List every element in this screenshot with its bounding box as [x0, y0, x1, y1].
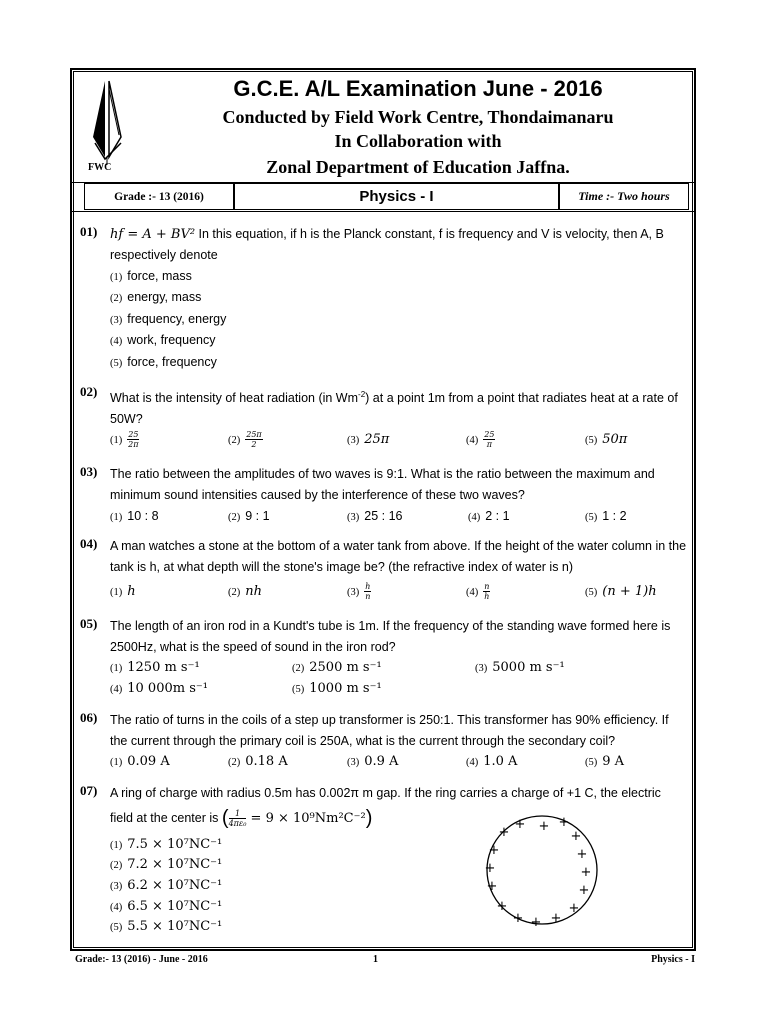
option-text: energy, mass — [127, 290, 202, 304]
option-text: 0.9 A — [364, 754, 399, 769]
option-text: 25 : 16 — [364, 509, 403, 523]
question-number: 03) — [80, 464, 98, 479]
page-number: 1 — [373, 954, 378, 965]
charge-plus: + — [570, 829, 582, 844]
option-text: 9 : 1 — [245, 509, 270, 523]
option[interactable] — [228, 430, 263, 449]
time-label: Time :- Two hours — [559, 183, 689, 210]
option[interactable] — [466, 430, 495, 449]
charge-plus: + — [550, 911, 562, 926]
option[interactable] — [475, 660, 565, 675]
fraction-denominator: n — [365, 592, 371, 601]
option-text: 2500 m s⁻¹ — [309, 660, 382, 675]
option-number: (2) — [228, 434, 241, 446]
option-text: 0.09 A — [127, 754, 170, 769]
option-number: (1) — [110, 757, 123, 768]
option[interactable] — [110, 355, 217, 369]
question-05 — [80, 616, 688, 700]
question-text: A man watches a stone at the bottom of a water tank from above. If the height of the water column in the tank is h, at what depth will the stone's image be? (the refractive index of water is n) — [110, 539, 687, 574]
conducted-by: Conducted by Field Work Centre, Thondaimanaru — [222, 107, 614, 127]
charge-plus: + — [488, 843, 500, 858]
option-text: nh — [245, 584, 262, 599]
option-number: (5) — [292, 684, 305, 695]
option-number: (2) — [228, 757, 241, 768]
option-fraction — [483, 582, 490, 601]
option-number: (2) — [110, 860, 123, 871]
question-stem-b: ) at a point 1m from a point that radiates heat at a rate of 50W? — [110, 391, 678, 427]
option-fraction — [127, 430, 139, 449]
option[interactable] — [110, 584, 136, 599]
option[interactable] — [110, 660, 200, 675]
option-number: (4) — [110, 336, 123, 347]
subject-label: Physics - I — [234, 183, 559, 210]
charge-plus: + — [568, 901, 580, 916]
fraction-denominator: h — [484, 592, 490, 601]
option[interactable] — [110, 333, 215, 347]
question-01 — [80, 224, 688, 374]
option-text: 1 : 2 — [602, 509, 627, 523]
option-number: (3) — [110, 315, 123, 326]
option[interactable] — [228, 754, 288, 769]
option-number: (1) — [110, 272, 123, 283]
option-text: 10 : 8 — [127, 509, 159, 523]
option[interactable] — [228, 509, 270, 523]
option[interactable] — [347, 754, 398, 769]
option-text: (n + 1)h — [602, 584, 657, 599]
option-number: (1) — [110, 840, 123, 851]
option-text: 1.0 A — [483, 754, 518, 769]
option-number: (4) — [110, 684, 123, 695]
question-number: 01) — [80, 224, 98, 239]
option-text: 1250 m s⁻¹ — [127, 660, 200, 675]
option-number: (1) — [110, 587, 123, 598]
constant-value: = 9 × 10⁹Nm²C⁻² — [246, 810, 366, 826]
question-stem-2: field at the center is — [110, 810, 219, 825]
question-text: The ratio of turns in the coils of a step up transformer is 250:1. This transformer has 90% efficiency. If the current through the primary coil is 250A, what is the current through the secondary coil? — [110, 713, 669, 748]
option[interactable] — [110, 681, 208, 696]
question-text: The length of an iron rod in a Kundt's tube is 1m. If the frequency of the standing wave formed here is 2500Hz, what is the speed of sound in the iron rod? — [110, 619, 671, 654]
option-text: 10 000m s⁻¹ — [127, 681, 208, 696]
fraction-numerator: 25π — [246, 430, 262, 439]
option-number: (3) — [475, 663, 488, 674]
question-02 — [80, 384, 688, 454]
option-text: 7.2 × 10⁷NC⁻¹ — [127, 857, 223, 872]
option-number: (5) — [585, 435, 598, 446]
option-text: 9 A — [602, 754, 625, 769]
option-text: 50π — [602, 432, 628, 447]
fraction-numerator: h — [365, 582, 371, 591]
option-text: 5000 m s⁻¹ — [492, 660, 565, 675]
option-number: (5) — [585, 587, 598, 598]
option[interactable] — [110, 919, 222, 934]
fraction-numerator: 25 — [484, 430, 495, 439]
option[interactable] — [110, 290, 201, 304]
question-superscript: -2 — [358, 390, 366, 399]
option-text: 7.5 × 10⁷NC⁻¹ — [127, 837, 223, 852]
option[interactable] — [110, 878, 222, 893]
option[interactable] — [466, 754, 517, 769]
question-text — [110, 384, 688, 430]
option-number: (1) — [110, 434, 123, 446]
option[interactable] — [585, 432, 627, 447]
charge-plus: + — [514, 817, 526, 832]
question-text: The ratio between the amplitudes of two waves is 9:1. What is the ratio between the maximum and minimum sound intensities caused by the interference of these two waves? — [110, 467, 655, 502]
option[interactable] — [585, 754, 624, 769]
option[interactable] — [292, 681, 382, 696]
charge-plus: + — [484, 861, 496, 876]
option-text: 6.5 × 10⁷NC⁻¹ — [127, 899, 223, 914]
exam-header — [73, 71, 693, 183]
option-number: (4) — [466, 434, 479, 446]
option-number: (3) — [347, 757, 360, 768]
option-text: 25π — [364, 432, 390, 447]
charge-plus: + — [530, 915, 542, 928]
question-number: 02) — [80, 384, 98, 399]
info-divider — [71, 211, 695, 212]
question-number: 07) — [80, 783, 98, 798]
charge-plus: + — [576, 847, 588, 862]
option-number: (3) — [110, 881, 123, 892]
fraction-numerator: n — [484, 582, 490, 591]
option-number: (4) — [110, 902, 123, 913]
option-number: (3) — [347, 435, 360, 446]
question-stem-a: What is the intensity of heat radiation (in Wm — [110, 391, 359, 406]
question-stem: In this equation, if h is the Planck constant, f is frequency and V is velocity, then A, B respectively denote — [110, 227, 664, 262]
question-text-line2: field at the center is ( $\frac{1}{\text{4πε₀}}$ = 9 × 10⁹Nm²C⁻²) — [110, 807, 373, 829]
charge-plus: + — [512, 911, 524, 926]
exam-title: G.C.E. A/L Examination June - 2016 — [233, 76, 603, 101]
option-number: (5) — [585, 512, 598, 523]
question-04 — [80, 536, 688, 608]
charged-ring-diagram — [482, 813, 602, 928]
option-number: (3) — [347, 512, 360, 523]
option-number: (2) — [228, 512, 241, 523]
option[interactable] — [110, 837, 222, 852]
charge-plus: + — [558, 815, 570, 830]
option[interactable] — [110, 754, 170, 769]
fraction-denominator: π — [486, 440, 492, 449]
question-06 — [80, 710, 688, 774]
question-07 — [80, 783, 688, 943]
option-number: (4) — [466, 757, 479, 768]
option[interactable] — [110, 430, 139, 449]
charge-plus: + — [486, 879, 498, 894]
collaboration-line: In Collaboration with — [334, 131, 502, 151]
option[interactable] — [347, 582, 371, 601]
charge-plus: + — [538, 819, 550, 834]
option-number: (5) — [110, 922, 123, 933]
option[interactable] — [347, 509, 402, 523]
option-text: 2 : 1 — [485, 509, 510, 523]
option[interactable] — [110, 857, 222, 872]
option-number: (5) — [110, 358, 123, 369]
option-number: (4) — [466, 586, 479, 598]
option-fraction — [483, 430, 495, 449]
option[interactable] — [110, 899, 222, 914]
constant-fraction — [229, 809, 247, 828]
option-number: (2) — [110, 293, 123, 304]
fraction-denominator: 2 — [251, 440, 257, 449]
option-text: 1000 m s⁻¹ — [309, 681, 382, 696]
option-text: 5.5 × 10⁷NC⁻¹ — [127, 919, 223, 934]
fraction-numerator: 1 — [229, 809, 247, 819]
option-number: (1) — [110, 512, 123, 523]
option-text: work, frequency — [127, 333, 216, 347]
charge-plus: + — [498, 825, 510, 840]
option-text: force, frequency — [127, 355, 217, 369]
option-fraction — [364, 582, 371, 601]
option[interactable] — [347, 432, 389, 447]
option-text: h — [127, 584, 136, 599]
zonal-department: Zonal Department of Education Jaffna. — [266, 157, 570, 177]
fraction-denominator: 2π — [128, 440, 139, 449]
option-number: (1) — [110, 663, 123, 674]
option-text: 6.2 × 10⁷NC⁻¹ — [127, 878, 223, 893]
fraction-denominator: 4πε₀ — [228, 819, 247, 828]
question-number: 04) — [80, 536, 98, 551]
charge-plus: + — [580, 865, 592, 880]
option[interactable] — [466, 582, 490, 601]
question-text: A ring of charge with radius 0.5m has 0.002π m gap. If the ring carries a charge of +1 C, the electric — [110, 786, 661, 800]
question-number: 06) — [80, 710, 98, 725]
question-text — [110, 224, 688, 266]
option[interactable] — [585, 584, 657, 599]
option-fraction — [245, 430, 262, 449]
option[interactable] — [110, 509, 159, 523]
option-number: (3) — [347, 586, 360, 598]
fraction-numerator: 25 — [128, 430, 139, 439]
option[interactable] — [110, 312, 226, 326]
option-text: 0.18 A — [245, 754, 288, 769]
footer-left: Grade:- 13 (2016) - June - 2016 — [75, 954, 208, 965]
option-text: force, mass — [127, 269, 192, 283]
question-number: 05) — [80, 616, 98, 631]
charge-plus: + — [578, 883, 590, 898]
option[interactable] — [228, 584, 262, 599]
charge-plus: + — [496, 899, 508, 914]
question-formula: hf = A + BV² — [110, 227, 196, 242]
option-number: (4) — [468, 512, 481, 523]
option-number: (5) — [585, 757, 598, 768]
option[interactable] — [468, 509, 510, 523]
option-text: frequency, energy — [127, 312, 227, 326]
option[interactable] — [292, 660, 382, 675]
grade-label: Grade :- 13 (2016) — [84, 183, 234, 210]
footer-right: Physics - I — [651, 954, 695, 965]
option-number: (2) — [228, 587, 241, 598]
question-03 — [80, 464, 688, 526]
info-bar — [73, 183, 693, 213]
logo-label: FWC — [88, 162, 112, 173]
option-number: (2) — [292, 663, 305, 674]
option[interactable] — [110, 269, 192, 283]
option[interactable] — [585, 509, 627, 523]
